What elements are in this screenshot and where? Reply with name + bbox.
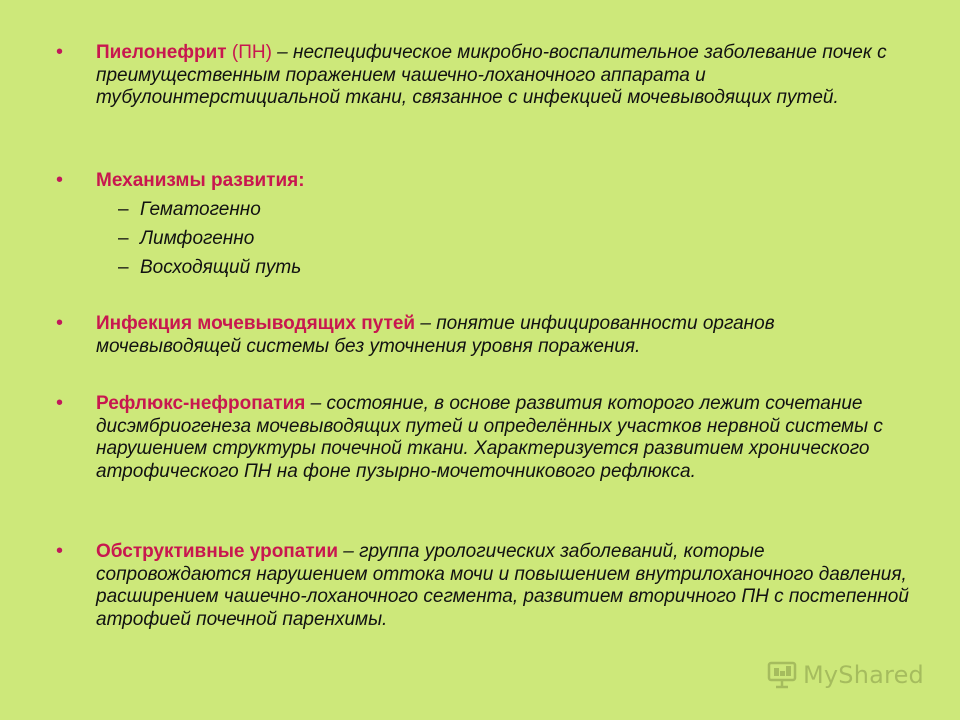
watermark-logo <box>767 660 924 690</box>
definition: – неспецифическое микробно-воспалительное заболевание почек с преимущественным поражением чашечно-лоханочного аппарата и тубулоинтерстициальной ткани, связанное с инфекцией мочевыводящих путей. <box>96 42 887 108</box>
dash-marker: – <box>118 228 129 249</box>
item-text <box>96 541 916 631</box>
bullet-item-reflux-nephropathy <box>56 393 916 483</box>
bullet-marker: • <box>56 540 64 562</box>
term: Рефлюкс-нефропатия <box>96 393 306 414</box>
item-text <box>96 313 916 358</box>
presentation-board-icon <box>767 660 797 690</box>
item-text <box>96 393 916 483</box>
abbreviation: (ПН) <box>226 42 272 63</box>
sub-item-text: Восходящий путь <box>140 257 302 278</box>
bullet-marker: • <box>56 392 64 414</box>
definition: – состояние, в основе развития которого лежит сочетание дисэмбриогенеза мочевыводящих путей и определённых участков нервной системы с нарушением структуры почечной ткани. Характеризуется развитием хронического атрофического ПН на фоне пузырно-мочеточникового рефлюкса. <box>96 393 883 482</box>
bullet-item-uti <box>56 313 916 358</box>
sub-item <box>118 256 301 280</box>
bullet-item-mechanisms <box>56 170 916 193</box>
sub-item-text: Лимфогенно <box>140 228 255 249</box>
bullet-marker: • <box>56 41 64 63</box>
dash-marker: – <box>118 257 129 278</box>
sub-item <box>118 227 254 251</box>
dash-marker: – <box>118 199 129 220</box>
bullet-marker: • <box>56 312 64 334</box>
sub-item-text: Гематогенно <box>140 199 261 220</box>
bullet-item-pyelonephritis <box>56 42 916 110</box>
item-text <box>96 42 916 110</box>
item-text <box>96 170 916 193</box>
bullet-item-obstructive-uropathies <box>56 541 916 631</box>
definition: – понятие инфицированности органов мочевыводящей системы без уточнения уровня поражения. <box>96 313 775 357</box>
term: Механизмы развития: <box>96 170 305 191</box>
watermark-text: MyShared <box>802 661 924 689</box>
bullet-marker: • <box>56 169 64 191</box>
term: Инфекция мочевыводящих путей <box>96 313 416 334</box>
sub-item <box>118 198 261 222</box>
term: Пиелонефрит <box>96 42 227 63</box>
term: Обструктивные уропатии <box>96 541 339 562</box>
definition: – группа урологических заболеваний, которые сопровождаются нарушением оттока мочи и повышением внутрилоханочного давления, расширением чашечно-лоханочного сегмента, развитием вторичного ПН с постепенной атрофией почечной паренхимы. <box>96 541 909 630</box>
